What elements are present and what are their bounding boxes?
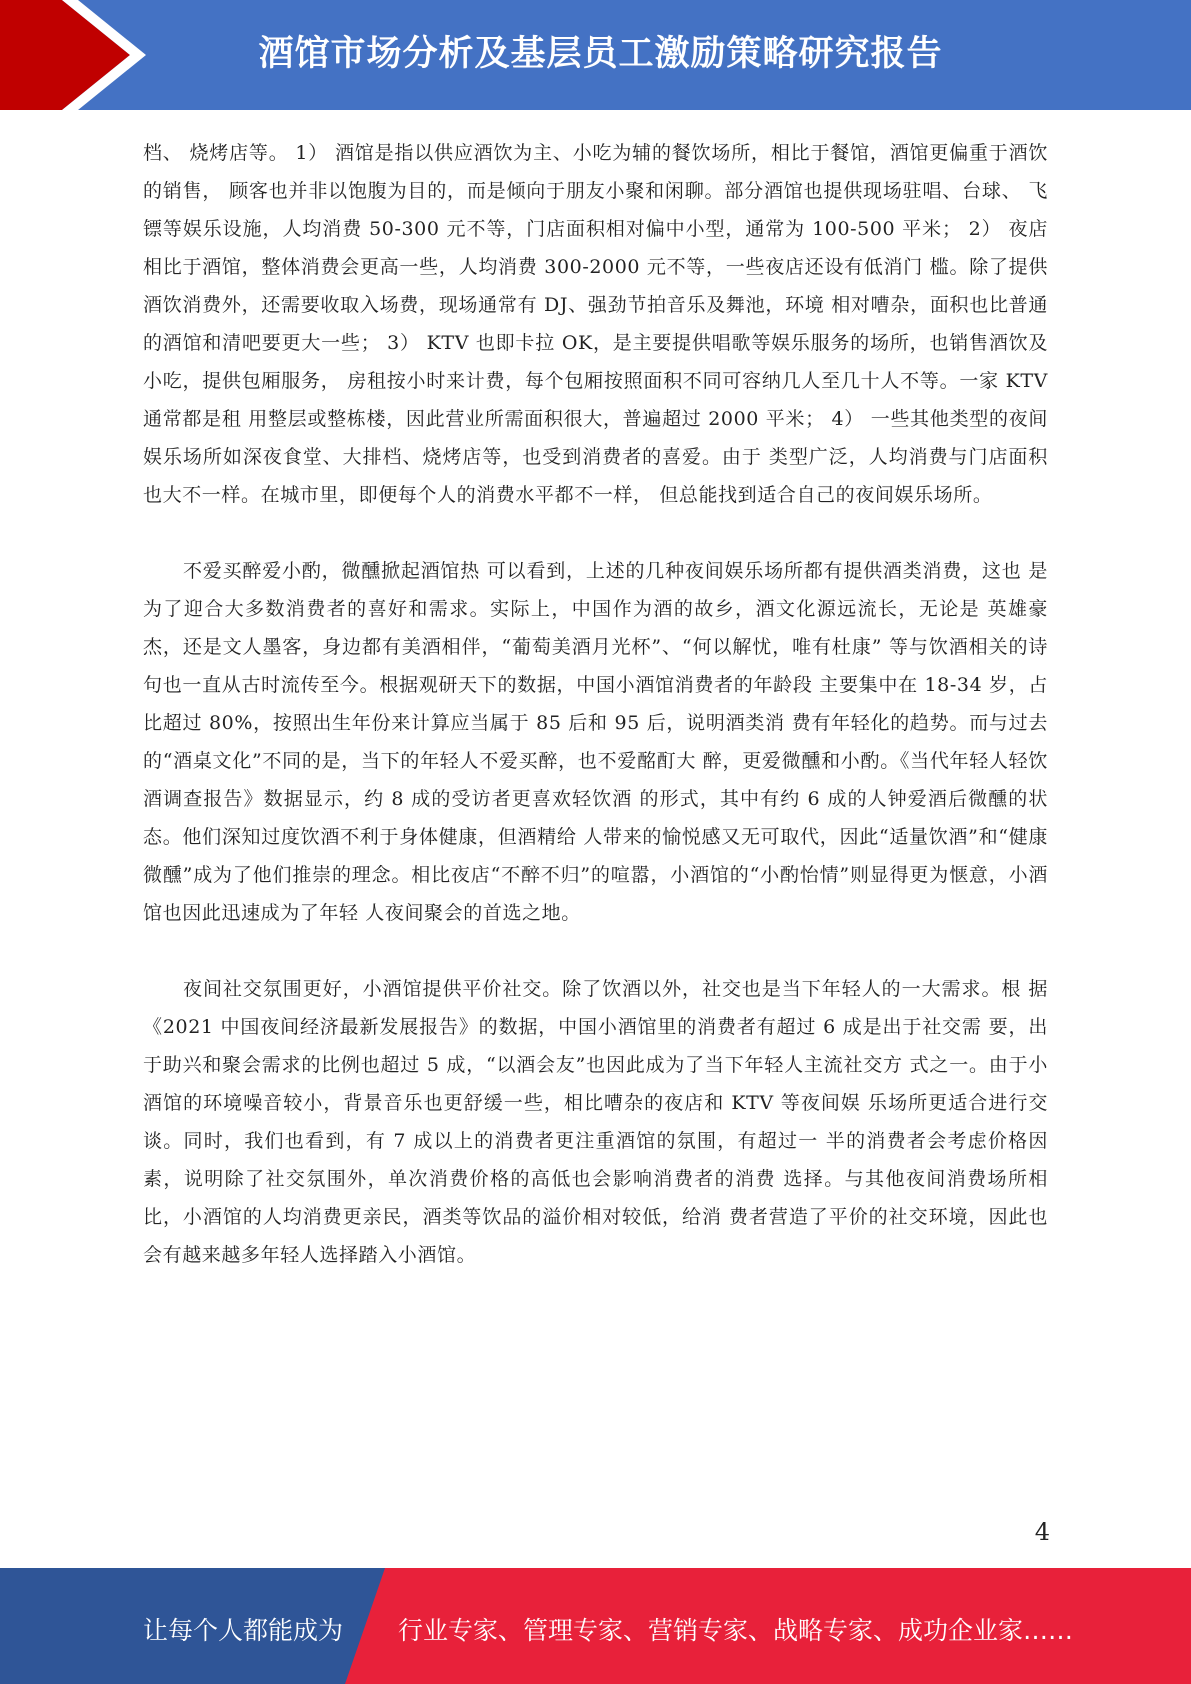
paragraph-venue-types: 档、 烧烤店等。 1） 酒馆是指以供应酒饮为主、小吃为辅的餐饮场所，相比于餐馆，酒馆更偏重于酒饮的销售， 顾客也并非以饱腹为目的，而是倾向于朋友小聚和闲聊。部分酒馆也提供现场驻唱、台球、 飞镖等娱乐设施，人均消费 50-300 元不等，门店面积相对偏中小型，通常为 100-500 平米； 2） 夜店相比于酒馆，整体消费会更高一些，人均消费 300-2000 元不等，一些夜店还设有低消门 槛。除了提供酒饮消费外，还需要收取入场费，现场通常有 DJ、强劲节拍音乐及舞池，环境 相对嘈杂，面积也比普通的酒馆和清吧要更大一些； 3） KTV 也即卡拉 OK，是主要提供唱歌等娱乐服务的场所，也销售酒饮及小吃，提供包厢服务， 房租按小时来计费，每个包厢按照面积不同可容纳几人至几十人不等。一家 KTV 通常都是租 用整层或整栋楼，因此营业所需面积很大，普遍超过 2000 平米； 4） 一些其他类型的夜间娱乐场所如深夜食堂、大排档、烧烤店等，也受到消费者的喜爱。由于 类型广泛，人均消费与门店面积也大不一样。在城市里，即便每个人的消费水平都不一样， 但总能找到适合自己的夜间娱乐场所。	[143, 142, 1048, 506]
paragraph-light-drinking: 不爱买醉爱小酌，微醺掀起酒馆热 可以看到，上述的几种夜间娱乐场所都有提供酒类消费，这也 是为了迎合大多数消费者的喜好和需求。实际上，中国作为酒的故乡，酒文化源远流长，无论是 英雄豪杰，还是文人墨客，身边都有美酒相伴，“葡萄美酒月光杯”、“何以解忧，唯有杜康” 等与饮酒相关的诗句也一直从古时流传至今。根据观研天下的数据，中国小酒馆消费者的年龄段 主要集中在 18-34 岁，占比超过 80%，按照出生年份来计算应当属于 85 后和 95 后，说明酒类消 费有年轻化的趋势。而与过去的“酒桌文化”不同的是，当下的年轻人不爱买醉，也不爱酩酊大 醉，更爱微醺和小酌。《当代年轻人轻饮酒调查报告》数据显示，约 8 成的受访者更喜欢轻饮酒 的形式，其中有约 6 成的人钟爱酒后微醺的状态。他们深知过度饮酒不利于身体健康，但酒精给 人带来的愉悦感又无可取代，因此“适量饮酒”和“健康微醺”成为了他们推崇的理念。相比夜店“不醉不归”的喧嚣，小酒馆的“小酌怡情”则显得更为惬意，小酒馆也因此迅速成为了年轻 人夜间聚会的首选之地。	[143, 560, 1048, 924]
footer-slogan-left: 让每个人都能成为	[143, 1616, 344, 1645]
page-header	[0, 0, 1191, 110]
footer-slogan-right: 行业专家、管理专家、营销专家、战略专家、成功企业家……	[398, 1616, 1074, 1645]
body-text	[143, 134, 1048, 1312]
paragraph-social: 夜间社交氛围更好，小酒馆提供平价社交。除了饮酒以外，社交也是当下年轻人的一大需求。根 据《2021 中国夜间经济最新发展报告》的数据，中国小酒馆里的消费者有超过 6 成是出于社交需 要，出于助兴和聚会需求的比例也超过 5 成，“以酒会友”也因此成为了当下年轻人主流社交方 式之一。由于小酒馆的环境噪音较小，背景音乐也更舒缓一些，相比嘈杂的夜店和 KTV 等夜间娱 乐场所更适合进行交谈。同时，我们也看到，有 7 成以上的消费者更注重酒馆的氛围，有超过一 半的消费者会考虑价格因素，说明除了社交氛围外，单次消费价格的高低也会影响消费者的消费 选择。与其他夜间消费场所相比，小酒馆的人均消费更亲民，酒类等饮品的溢价相对较低，给消 费者营造了平价的社交环境，因此也会有越来越多年轻人选择踏入小酒馆。	[143, 978, 1048, 1266]
page-footer	[0, 1568, 1191, 1684]
page-number: 4	[1034, 1518, 1050, 1546]
report-title: 酒馆市场分析及基层员工激励策略研究报告	[258, 34, 943, 74]
